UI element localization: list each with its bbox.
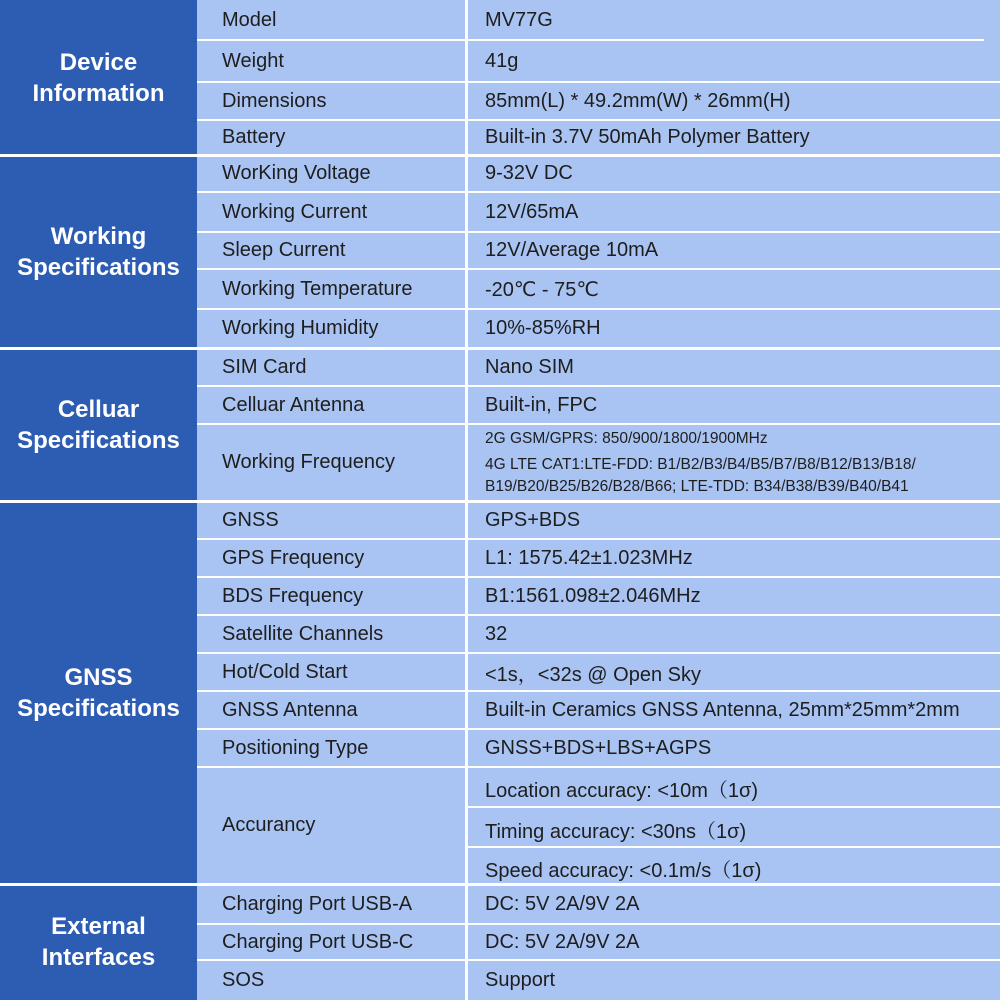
spec-label: Celluar Antenna: [222, 393, 365, 416]
spec-label: Working Current: [222, 200, 368, 223]
spec-row-sim-card: [197, 348, 1000, 386]
section-divider: [0, 154, 1000, 157]
spec-row-battery: [197, 120, 1000, 155]
spec-row-sos: [197, 960, 1000, 1000]
section-title-line: Interfaces: [41, 944, 156, 971]
spec-label: SOS: [222, 968, 265, 991]
section-title-line: External: [51, 913, 146, 940]
spec-label: Hot/Cold Start: [222, 660, 348, 683]
spec-label: GPS Frequency: [222, 546, 365, 569]
spec-value: -20℃ - 75℃: [485, 278, 599, 301]
section-working-specifications: [0, 155, 197, 348]
section-external-interfaces: [0, 884, 197, 1000]
row-divider: [197, 39, 984, 41]
spec-value: Support: [485, 968, 556, 991]
spec-value: <1s，<32s @ Open Sky: [485, 663, 701, 686]
spec-row-working-frequency: [197, 424, 1000, 501]
spec-value: Built-in, FPC: [485, 393, 598, 416]
row-divider: [197, 191, 1000, 193]
spec-value: MV77G: [485, 8, 553, 31]
row-divider: [197, 690, 1000, 692]
section-title-line: Working: [50, 222, 147, 250]
spec-row-working-current: [197, 192, 1000, 232]
section-device-information: [0, 0, 197, 155]
row-divider: [197, 231, 1000, 233]
sub-row-divider: [465, 806, 1000, 808]
row-divider: [197, 268, 1000, 270]
spec-row-charging-port-usb-c: [197, 924, 1000, 960]
section-celluar-specifications: [0, 348, 197, 501]
spec-row-working-humidity: [197, 309, 1000, 348]
spec-row-dimensions: [197, 82, 1000, 120]
spec-row-positioning-type: [197, 729, 1000, 767]
spec-value: L1: 1575.42±1.023MHz: [485, 546, 693, 569]
spec-label: Charging Port USB-A: [222, 892, 413, 915]
spec-label: Working Frequency: [222, 451, 396, 473]
spec-row-gnss-antenna: [197, 691, 1000, 729]
section-title-line: Specifications: [17, 253, 180, 281]
spec-value: 9-32V DC: [485, 162, 573, 184]
spec-row-weight: [197, 40, 1000, 82]
row-divider: [197, 766, 1000, 768]
section-title-line: GNSS: [64, 663, 133, 691]
spec-value-line: B19/B20/B25/B26/B28/B66; LTE-TDD: B34/B38/B39/B40/B41: [485, 477, 909, 495]
spec-row-working-voltage: [197, 155, 1000, 192]
spec-row-celluar-antenna: [197, 386, 1000, 424]
row-divider: [197, 923, 1000, 925]
accuracy-location: Location accuracy: <10m（1σ): [485, 780, 759, 802]
section-title-line: Celluar: [57, 395, 140, 423]
row-divider: [197, 576, 1000, 578]
spec-row-charging-port-usb-a: [197, 884, 1000, 924]
spec-value-multiline: [465, 424, 1000, 501]
row-divider: [197, 728, 1000, 730]
spec-row-gps-frequency: [197, 539, 1000, 577]
section-divider: [0, 883, 1000, 886]
spec-label: WorKing Voltage: [222, 162, 371, 184]
spec-label: BDS Frequency: [222, 584, 364, 607]
accuracy-timing: Timing accuracy: <30ns（1σ): [485, 821, 747, 843]
section-divider: [0, 500, 1000, 503]
spec-label: Accurancy: [222, 814, 316, 836]
accuracy-speed: Speed accuracy: <0.1m/s（1σ): [485, 860, 762, 882]
spec-value: Built-in Ceramics GNSS Antenna, 25mm*25mm*2mm: [485, 698, 960, 721]
spec-value: 10%-85%RH: [485, 317, 601, 339]
section-divider: [0, 347, 1000, 350]
spec-value: GNSS+BDS+LBS+AGPS: [485, 736, 712, 759]
spec-value: GPS+BDS: [485, 508, 581, 531]
spec-label: Satellite Channels: [222, 622, 384, 645]
spec-row-bds-frequency: [197, 577, 1000, 615]
spec-row-model: [197, 0, 1000, 40]
spec-value: 32: [485, 622, 508, 645]
section-title-line: Device: [59, 48, 138, 76]
spec-label: Weight: [222, 49, 284, 72]
row-divider: [197, 81, 1000, 83]
row-divider: [197, 385, 1000, 387]
spec-label: Sleep Current: [222, 239, 346, 261]
spec-row-satellite-channels: [197, 615, 1000, 653]
spec-value: Nano SIM: [485, 355, 574, 378]
row-divider: [197, 119, 1000, 121]
spec-label: Charging Port USB-C: [222, 930, 414, 953]
spec-value: Built-in 3.7V 50mAh Polymer Battery: [485, 126, 810, 148]
spec-value-line: 2G GSM/GPRS: 850/900/1800/1900MHz: [485, 429, 768, 447]
spec-value: 12V/65mA: [485, 200, 579, 223]
spec-value: 12V/Average 10mA: [485, 239, 659, 261]
spec-label: GNSS: [222, 508, 279, 531]
spec-row-gnss: [197, 501, 1000, 539]
row-divider: [197, 652, 1000, 654]
section-title-line: Specifications: [17, 694, 180, 722]
spec-label: GNSS Antenna: [222, 698, 358, 721]
spec-value: 41g: [485, 49, 519, 72]
section-title-line: Specifications: [17, 426, 180, 454]
spec-label: SIM Card: [222, 355, 307, 378]
spec-label: Working Humidity: [222, 317, 379, 339]
spec-label: Positioning Type: [222, 736, 369, 759]
spec-value: B1:1561.098±2.046MHz: [485, 584, 701, 607]
row-divider: [197, 423, 1000, 425]
spec-label: Model: [222, 8, 277, 31]
sub-row-divider: [465, 846, 1000, 848]
spec-value-line: 4G LTE CAT1:LTE-FDD: B1/B2/B3/B4/B5/B7/B8/B12/B13/B18/: [485, 455, 916, 473]
spec-value: DC: 5V 2A/9V 2A: [485, 930, 640, 953]
section-title-line: Information: [32, 79, 165, 107]
spec-label: Working Temperature: [222, 277, 413, 300]
row-divider: [197, 614, 1000, 616]
section-gnss-specifications: [0, 501, 197, 884]
spec-row-hot-cold-start: [197, 653, 1000, 691]
spec-value: 85mm(L) * 49.2mm(W) * 26mm(H): [485, 89, 791, 112]
spec-row-working-temperature: [197, 269, 1000, 309]
spec-row-sleep-current: [197, 232, 1000, 269]
spec-label: Dimensions: [222, 89, 327, 112]
spec-value: DC: 5V 2A/9V 2A: [485, 892, 640, 915]
row-divider: [197, 959, 1000, 961]
row-divider: [197, 308, 1000, 310]
spec-label: Battery: [222, 126, 286, 148]
row-divider: [197, 538, 1000, 540]
